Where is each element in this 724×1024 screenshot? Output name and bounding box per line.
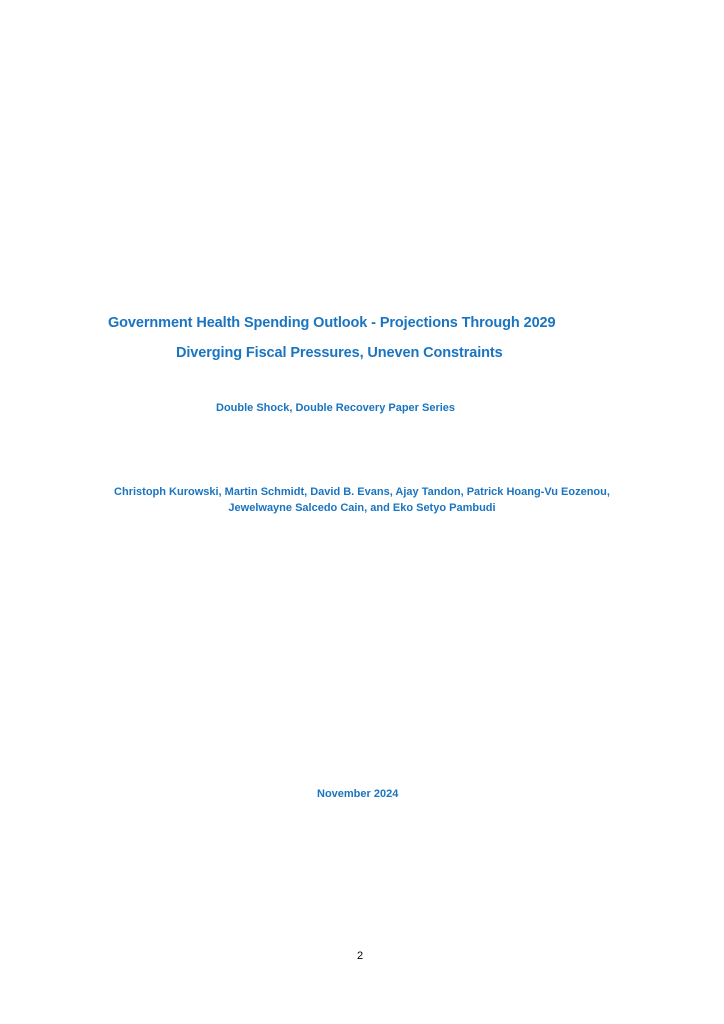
document-title: Government Health Spending Outlook - Projections Through 2029 xyxy=(108,315,556,331)
publication-date: November 2024 xyxy=(317,788,399,800)
paper-series: Double Shock, Double Recovery Paper Series xyxy=(216,402,456,414)
page-number: 2 xyxy=(357,950,364,962)
document-subtitle: Diverging Fiscal Pressures, Uneven Constraints xyxy=(176,345,503,361)
authors-line-2: Jewelwayne Salcedo Cain, and Eko Setyo Pambudi xyxy=(228,502,496,514)
authors-line-1: Christoph Kurowski, Martin Schmidt, David B. Evans, Ajay Tandon, Patrick Hoang-Vu Eozenou, xyxy=(114,486,610,498)
